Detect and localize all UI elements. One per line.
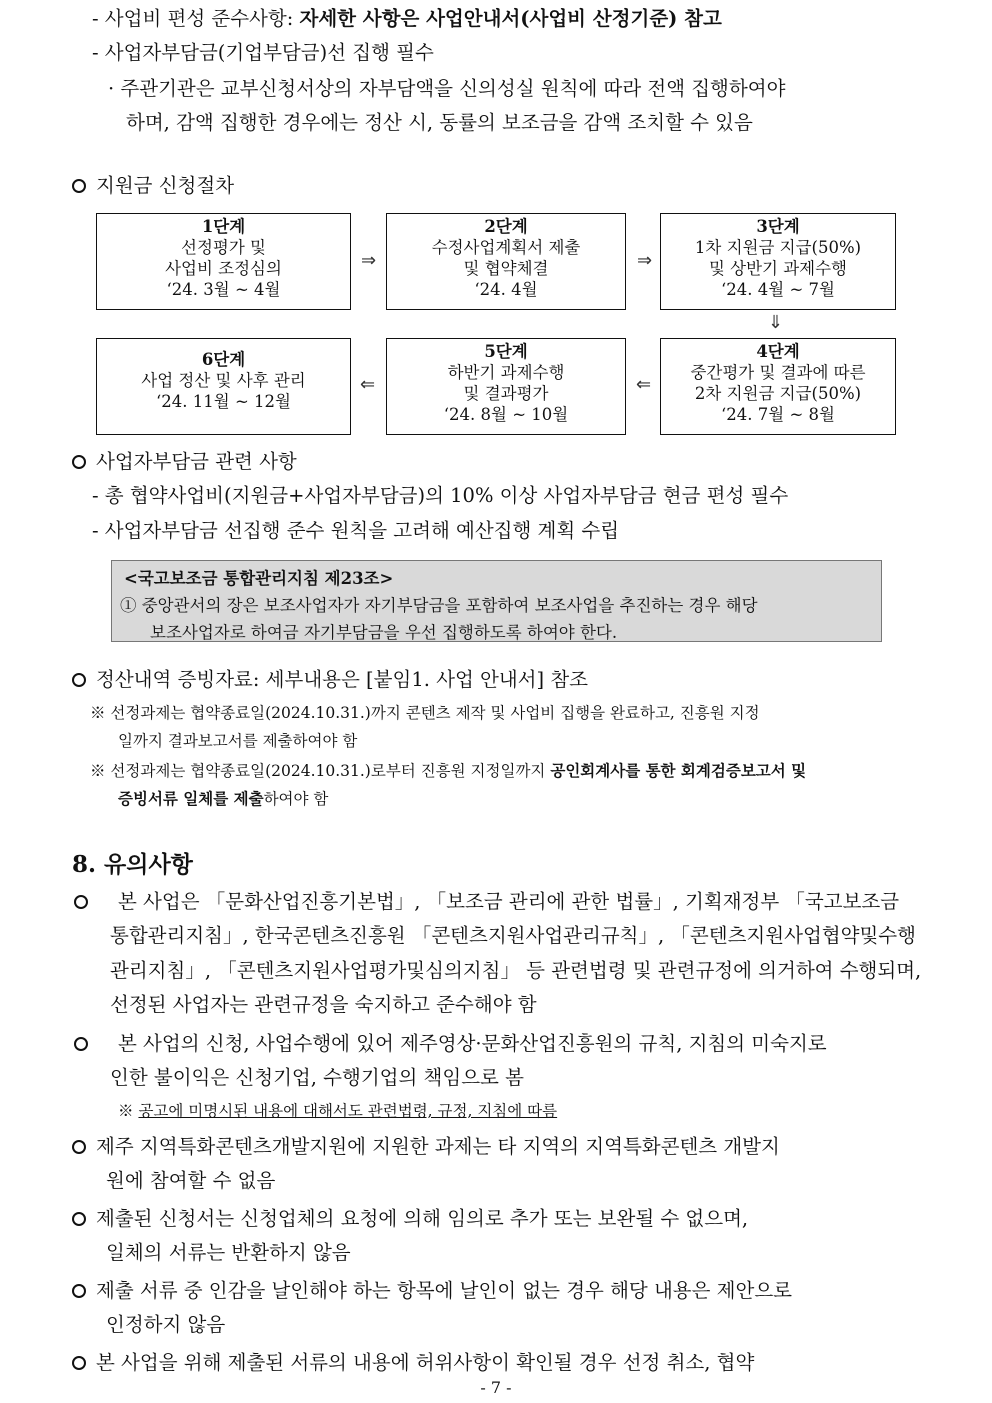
step-2-line: 수정사업계획서 제출 <box>431 238 581 257</box>
self-burden-heading <box>72 449 297 475</box>
step-1-title: 1단계 <box>201 217 246 236</box>
caution-2-line: 인한 불이익은 신청기업, 수행기업의 책임으로 봄 <box>110 1066 524 1089</box>
settlement-note-2a-bold: 공인회계사를 통한 회계검증보고서 및 <box>550 761 807 780</box>
step-4-period: ‘24. 7월 ~ 8월 <box>721 405 835 424</box>
step-3-title: 3단계 <box>756 217 800 236</box>
procedure-heading-text: 지원금 신청절차 <box>96 174 235 197</box>
circle-bullet-icon <box>72 1284 86 1298</box>
circle-bullet-icon <box>72 1212 86 1226</box>
caution-1-bullet <box>74 889 98 915</box>
step-3-line: 1차 지원금 지급(50%) <box>694 238 862 257</box>
step-5-period: ‘24. 8월 ~ 10월 <box>443 405 569 424</box>
budget-rule-label: - 사업비 편성 준수사항: <box>92 7 300 30</box>
settlement-note-2b-text: 하여야 함 <box>263 790 329 808</box>
caution-5 <box>72 1278 792 1304</box>
caution-2-bullet <box>74 1031 98 1057</box>
note-mark: ※ <box>118 1102 134 1120</box>
step-5-line: 하반기 과제수행 <box>447 363 565 382</box>
step-4-box <box>660 338 896 435</box>
caution-1-line: 통합관리지침」, 한국콘텐츠진흥원 「콘텐츠지원사업관리규칙」, 「콘텐츠지원사업협약및수행 <box>110 924 916 947</box>
step-6-title: 6단계 <box>201 350 246 369</box>
caution-5-line: 인정하지 않음 <box>106 1313 226 1336</box>
settlement-heading-text: 정산내역 증빙자료: 세부내용은 [붙임1. 사업 안내서] 참조 <box>96 668 588 691</box>
step-2-period: ‘24. 4월 <box>474 280 538 299</box>
regulation-line-2: 보조사업자로 하여금 자기부담금을 우선 집행하도록 하여야 한다. <box>150 623 618 642</box>
circle-bullet-icon <box>72 1356 86 1370</box>
settlement-note-2b-bold: 증빙서류 일체를 제출 <box>118 789 264 808</box>
step-3-line: 및 상반기 과제수행 <box>708 259 847 278</box>
settlement-note-1a: ※ 선정과제는 협약종료일(2024.10.31.)까지 콘텐츠 제작 및 사업비 집행을 완료하고, 진흥원 지정 <box>90 704 760 722</box>
caution-6-line: 본 사업을 위해 제출된 서류의 내용에 허위사항이 확인될 경우 선정 취소, 협약 <box>96 1351 755 1374</box>
caution-6 <box>72 1350 754 1376</box>
caution-3-line: 제주 지역특화콘텐츠개발지원에 지원한 과제는 타 지역의 지역특화콘텐츠 개발지 <box>96 1135 780 1158</box>
arrow-right-icon: ⇒ <box>361 250 377 271</box>
caution-1-line: 관리지침」, 「콘텐츠지원사업평가및심의지침」 등 관련법령 및 관련규정에 의거하여 수행되며, <box>110 959 922 982</box>
arrow-left-icon: ⇐ <box>360 374 376 395</box>
settlement-note-2a <box>90 760 806 782</box>
settlement-heading <box>72 667 588 693</box>
self-burden-rule-1: - 총 협약사업비(지원금+사업자부담금)의 10% 이상 사업자부담금 현금 편성 필수 <box>92 484 789 507</box>
circle-bullet-icon <box>72 179 86 193</box>
step-2-line: 및 협약체결 <box>463 259 549 278</box>
caution-2-note-text: 공고에 미명시된 내용에 대해서도 관련법령, 규정, 지침에 따름 <box>138 1102 558 1120</box>
caution-4-line: 일체의 서류는 반환하지 않음 <box>106 1241 351 1264</box>
step-4-title: 4단계 <box>756 342 800 361</box>
budget-rule-line <box>92 6 722 32</box>
step-5-box <box>386 338 626 435</box>
step-1-line: 선정평가 및 <box>181 238 266 257</box>
arrow-right-icon: ⇒ <box>637 250 653 271</box>
step-6-period: ‘24. 11월 ~ 12월 <box>156 392 291 411</box>
settlement-note-1b: 일까지 결과보고서를 제출하여야 함 <box>118 732 358 750</box>
step-3-period: ‘24. 4월 ~ 7월 <box>721 280 835 299</box>
circle-bullet-icon <box>72 673 86 687</box>
step-1-box <box>96 213 351 310</box>
caution-3 <box>72 1134 780 1160</box>
arrow-down-icon: ⇓ <box>768 312 784 333</box>
self-burden-rule-2: - 사업자부담금 선집행 준수 원칙을 고려해 예산집행 계획 수립 <box>92 519 620 542</box>
regulation-line-1: ① 중앙관서의 장은 보조사업자가 자기부담금을 포함하여 보조사업을 추진하는 경우 해당 <box>120 596 758 615</box>
step-4-line: 2차 지원금 지급(50%) <box>694 384 862 403</box>
step-1-line: 사업비 조정심의 <box>165 259 282 278</box>
settlement-note-2a-text: ※ 선정과제는 협약종료일(2024.10.31.)로부터 진흥원 지정일까지 <box>90 762 551 780</box>
page-number: - 7 - <box>480 1378 512 1397</box>
caution-2-line: 본 사업의 신청, 사업수행에 있어 제주영상·문화산업진흥원의 규칙, 지침의 미숙지로 <box>118 1032 827 1055</box>
step-6-line: 사업 정산 및 사후 관리 <box>141 371 306 390</box>
caution-3-line: 원에 참여할 수 없음 <box>106 1169 276 1192</box>
step-2-title: 2단계 <box>484 217 528 236</box>
circle-bullet-icon <box>72 1140 86 1154</box>
circle-bullet-icon <box>74 895 88 909</box>
step-6-box <box>96 338 351 435</box>
execution-rule-line-1: · 주관기관은 교부신청서상의 자부담액을 신의성실 원칙에 따라 전액 집행하여야 <box>108 77 786 100</box>
section-8-title: 8. 유의사항 <box>72 851 193 878</box>
caution-5-line: 제출 서류 중 인감을 날인해야 하는 항목에 날인이 없는 경우 해당 내용은 제안으로 <box>96 1279 793 1302</box>
execution-rule-line-2: 하며, 감액 집행한 경우에는 정산 시, 동률의 보조금을 감액 조치할 수 있음 <box>126 111 753 134</box>
step-1-period: ‘24. 3월 ~ 4월 <box>166 280 281 299</box>
caution-4 <box>72 1206 748 1232</box>
caution-1-line: 본 사업은 「문화산업진흥기본법」, 「보조금 관리에 관한 법률」, 기획재정부 「국고보조금 <box>118 890 900 913</box>
settlement-note-2b <box>118 788 328 810</box>
regulation-title: <국고보조금 통합관리지침 제23조> <box>124 569 394 588</box>
circle-bullet-icon <box>74 1037 88 1051</box>
arrow-left-icon: ⇐ <box>636 374 652 395</box>
caution-2-note <box>118 1100 557 1122</box>
circle-bullet-icon <box>72 455 86 469</box>
caution-4-line: 제출된 신청서는 신청업체의 요청에 의해 임의로 추가 또는 보완될 수 없으며, <box>96 1207 749 1230</box>
procedure-heading <box>72 173 234 199</box>
step-4-line: 중간평가 및 결과에 따른 <box>690 363 866 382</box>
step-2-box <box>386 213 626 310</box>
self-burden-heading-text: 사업자부담금 관련 사항 <box>96 450 297 473</box>
budget-rule-bold: 자세한 사항은 사업안내서(사업비 산정기준) 참고 <box>299 7 722 30</box>
self-burden-prerequisite: - 사업자부담금(기업부담금)선 집행 필수 <box>92 41 434 64</box>
caution-1-line: 선정된 사업자는 관련규정을 숙지하고 준수해야 함 <box>110 993 537 1016</box>
regulation-quote-box <box>111 560 882 642</box>
step-3-box <box>660 213 896 310</box>
step-5-title: 5단계 <box>484 342 528 361</box>
step-5-line: 및 결과평가 <box>463 384 549 403</box>
